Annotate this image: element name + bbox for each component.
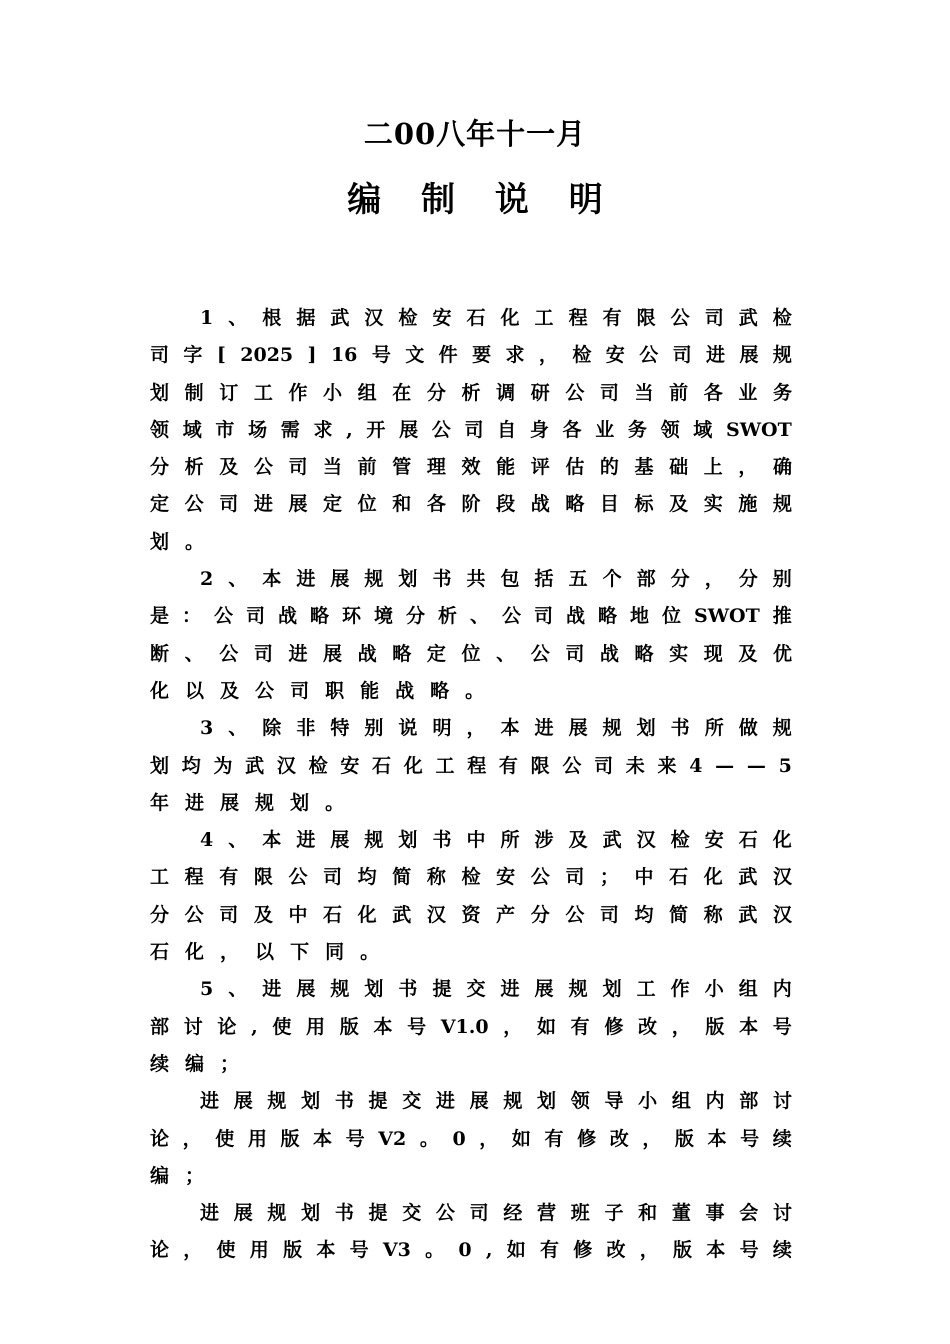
text-line: 年 进 展 规 划 。 [150, 791, 345, 814]
document-body [150, 300, 792, 1270]
text-line: 续 编 ； [150, 1052, 240, 1075]
text-line: 部 讨 论 , 使 用 版 本 号 V1.0 ， 如 有 修 改 ， 版 本 号 [150, 1015, 792, 1038]
text-line: 划 均 为 武 汉 检 安 石 化 工 程 有 限 公 司 未 来 4 — — 5 [150, 754, 792, 777]
text-line: 论 ， 使 用 版 本 号 V3 。 0 , 如 有 修 改 ， 版 本 号 续 [150, 1239, 792, 1262]
text-line: 石 化 ， 以 下 同 。 [150, 941, 380, 964]
text-line: 化 以 及 公 司 职 能 战 略 。 [150, 679, 485, 702]
text-line: 划 制 订 工 作 小 组 在 分 析 调 研 公 司 当 前 各 业 务 [150, 381, 792, 404]
text-line: 工 程 有 限 公 司 均 简 称 检 安 公 司 ； 中 石 化 武 汉 [150, 866, 792, 889]
text-line: 定 公 司 进 展 定 位 和 各 阶 段 战 略 目 标 及 实 施 规 [150, 493, 792, 516]
text-line: 论 ， 使 用 版 本 号 V2 。 0 ， 如 有 修 改 ， 版 本 号 续 [150, 1127, 792, 1150]
text-line: 分 析 及 公 司 当 前 管 理 效 能 评 估 的 基 础 上 ， 确 [150, 456, 792, 479]
text-line: 3 、 除 非 特 别 说 明 ， 本 进 展 规 划 书 所 做 规 [200, 717, 792, 740]
text-line: 5 、 进 展 规 划 书 提 交 进 展 规 划 工 作 小 组 内 [200, 978, 792, 1001]
text-line: 断 、 公 司 进 展 战 略 定 位 、 公 司 战 略 实 现 及 优 [150, 642, 792, 665]
document-title: 编 制 说 明 [347, 180, 617, 220]
text-line: 4 、 本 进 展 规 划 书 中 所 涉 及 武 汉 检 安 石 化 [200, 829, 792, 852]
text-line: 分 公 司 及 中 石 化 武 汉 资 产 分 公 司 均 简 称 武 汉 [150, 903, 792, 926]
text-line: 划 。 [150, 530, 205, 553]
text-line: 2 、 本 进 展 规 划 书 共 包 括 五 个 部 分 ， 分 别 [200, 568, 792, 591]
text-line: 1 、 根 据 武 汉 检 安 石 化 工 程 有 限 公 司 武 检 [200, 307, 792, 329]
text-line: 是 ： 公 司 战 略 环 境 分 析 、 公 司 战 略 地 位 SWOT 推 [150, 605, 792, 628]
document-date: 二00八年十一月 [363, 117, 587, 151]
text-line: 领 域 市 场 需 求 , 开 展 公 司 自 身 各 业 务 领 域 SWOT [150, 418, 792, 441]
text-line: 进 展 规 划 书 提 交 进 展 规 划 领 导 小 组 内 部 讨 [200, 1090, 792, 1113]
text-line: 进 展 规 划 书 提 交 公 司 经 营 班 子 和 董 事 会 讨 [200, 1202, 792, 1225]
text-line: 司 字 [ 2025 ] 16 号 文 件 要 求 ， 检 安 公 司 进 展 规 [150, 344, 792, 367]
text-line: 编 ； [150, 1164, 205, 1187]
